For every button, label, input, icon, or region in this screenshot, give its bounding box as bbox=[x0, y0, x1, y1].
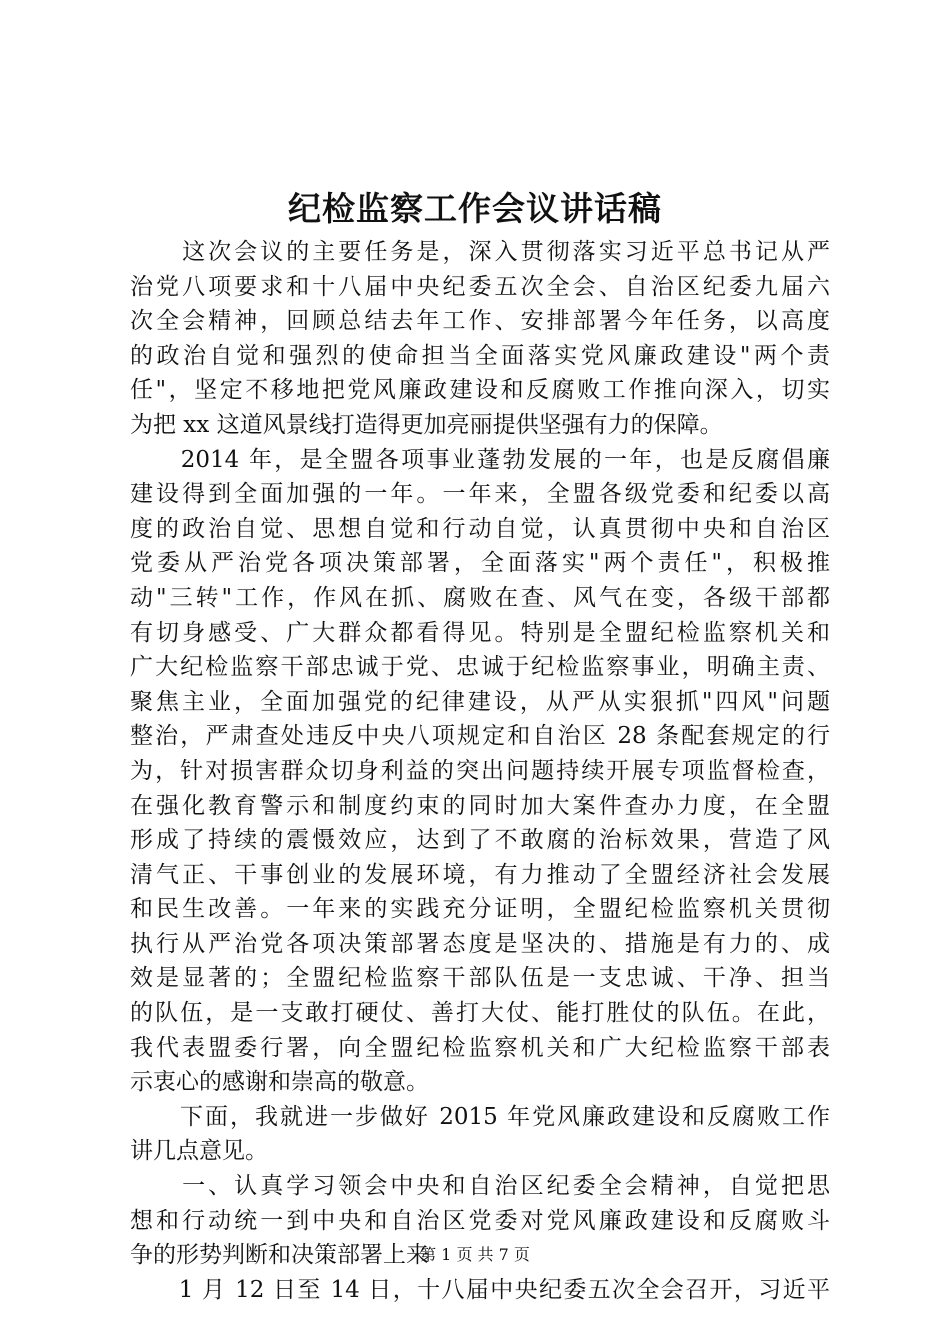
text-line: 和民生改善。一年来的实践充分证明，全盟纪检监察机关贯彻 bbox=[130, 896, 830, 923]
text-line: 争的形势判断和决策部署上来 bbox=[130, 1242, 429, 1269]
paragraph-3 bbox=[130, 1100, 830, 1169]
text-line: 的队伍，是一支敢打硬仗、善打大仗、能打胜仗的队伍。在此， bbox=[130, 1000, 830, 1027]
page-footer: 第 1 页 共 7 页 bbox=[420, 1245, 530, 1264]
text-line: 聚焦主业，全面加强党的纪律建设，从严从实狠抓"四风"问题 bbox=[130, 688, 830, 715]
text-line: 为，针对损害群众切身利益的突出问题持续开展专项监督检查， bbox=[130, 757, 830, 784]
text-line: 形成了持续的震慑效应，达到了不敢腐的治标效果，营造了风 bbox=[130, 827, 830, 854]
text-line: 这次会议的主要任务是，深入贯彻落实习近平总书记从严 bbox=[130, 239, 830, 265]
text-line: 效是显著的；全盟纪检监察干部队伍是一支忠诚、干净、担当 bbox=[130, 965, 830, 992]
paragraph-5 bbox=[130, 1273, 830, 1308]
text-line: 讲几点意见。 bbox=[130, 1138, 268, 1165]
text-line: 示衷心的感谢和崇高的敬意。 bbox=[130, 1069, 429, 1096]
text-line: 执行从严治党各项决策部署态度是坚决的、措施是有力的、成 bbox=[130, 930, 830, 957]
text-line: 下面，我就进一步做好 2015 年党风廉政建设和反腐败工作 bbox=[130, 1103, 830, 1130]
text-line: 在强化教育警示和制度约束的同时加大案件查办力度，在全盟 bbox=[130, 792, 830, 819]
text-line: 次全会精神，回顾总结去年工作、安排部署今年任务，以高度 bbox=[130, 308, 830, 335]
text-line: 1 月 12 日至 14 日，十八届中央纪委五次全会召开，习近平 bbox=[130, 1276, 830, 1303]
text-line: 广大纪检监察干部忠诚于党、忠诚于纪检监察事业，明确主责、 bbox=[130, 654, 830, 681]
text-line: 2014 年，是全盟各项事业蓬勃发展的一年，也是反腐倡廉 bbox=[130, 446, 830, 473]
text-line: 动"三转"工作，作风在抓、腐败在查、风气在变，各级干部都 bbox=[130, 584, 830, 611]
text-line: 为把 xx 这道风景线打造得更加亮丽提供坚强有力的保障。 bbox=[130, 411, 723, 438]
text-line: 清气正、干事创业的发展环境，有力推动了全盟经济社会发展 bbox=[130, 861, 830, 888]
document-title: 纪检监察工作会议讲话稿 bbox=[288, 189, 662, 228]
text-line: 党委从严治党各项决策部署，全面落实"两个责任"，积极推 bbox=[130, 550, 830, 577]
text-line: 治党八项要求和十八届中央纪委五次全会、自治区纪委九届六 bbox=[130, 273, 830, 300]
document-body bbox=[130, 235, 830, 1307]
text-line: 有切身感受、广大群众都看得见。特别是全盟纪检监察机关和 bbox=[130, 619, 830, 646]
text-line: 整治，严肃查处违反中央八项规定和自治区 28 条配套规定的行 bbox=[130, 723, 830, 750]
paragraph-2 bbox=[130, 443, 830, 1100]
text-line: 建设得到全面加强的一年。一年来，全盟各级党委和纪委以高 bbox=[130, 481, 830, 508]
text-line: 一、认真学习领会中央和自治区纪委全会精神，自觉把思 bbox=[130, 1173, 830, 1200]
text-line: 想和行动统一到中央和自治区党委对党风廉政建设和反腐败斗 bbox=[130, 1207, 830, 1234]
text-line: 度的政治自觉、思想自觉和行动自觉，认真贯彻中央和自治区 bbox=[130, 515, 830, 542]
paragraph-1 bbox=[130, 235, 830, 443]
text-line: 我代表盟委行署，向全盟纪检监察机关和广大纪检监察干部表 bbox=[130, 1034, 830, 1061]
text-line: 的政治自觉和强烈的使命担当全面落实党风廉政建设"两个责 bbox=[130, 342, 830, 369]
text-line: 任"，坚定不移地把党风廉政建设和反腐败工作推向深入，切实 bbox=[130, 377, 830, 404]
